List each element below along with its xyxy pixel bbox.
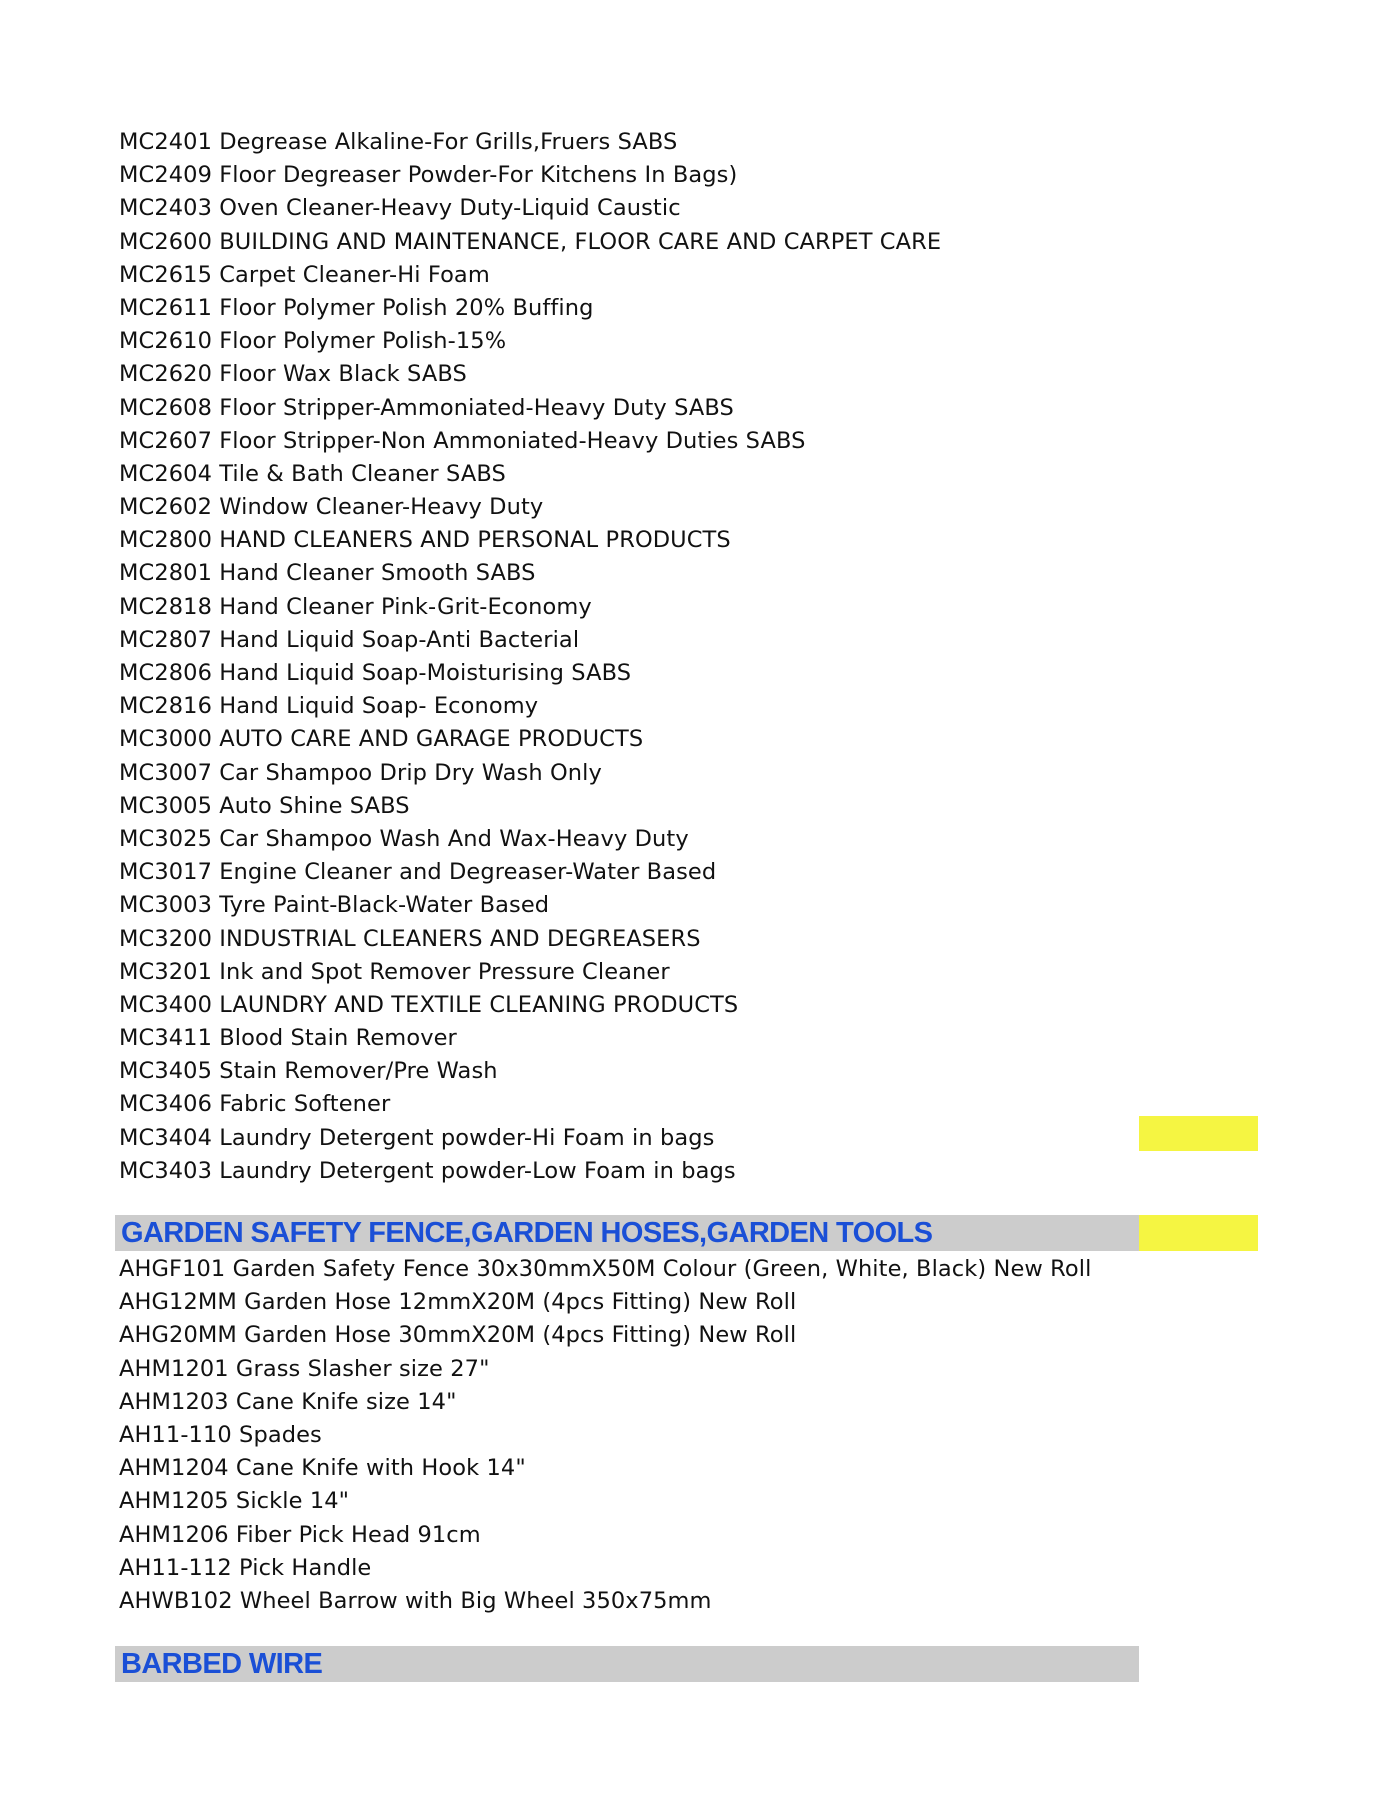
list-item: AH11-112 Pick Handle: [119, 1554, 372, 1581]
list-item: MC2602 Window Cleaner-Heavy Duty: [119, 494, 544, 521]
list-item: MC2401 Degrease Alkaline-For Grills,Fruers SABS: [119, 129, 678, 155]
list-item: MC3404 Laundry Detergent powder-Hi Foam in bags: [119, 1124, 715, 1151]
list-item: MC2607 Floor Stripper-Non Ammoniated-Heavy Duties SABS: [119, 427, 806, 454]
section-header-garden: [115, 1215, 1139, 1251]
list-item: MC2611 Floor Polymer Polish 20% Buffing: [119, 294, 594, 321]
list-item: MC2818 Hand Cleaner Pink-Grit-Economy: [119, 593, 592, 620]
list-item: MC3403 Laundry Detergent powder-Low Foam in bags: [119, 1157, 736, 1184]
list-item: AHWB102 Wheel Barrow with Big Wheel 350x75mm: [119, 1587, 712, 1614]
list-item: MC3200 INDUSTRIAL CLEANERS AND DEGREASERS: [119, 925, 701, 952]
list-item: MC3025 Car Shampoo Wash And Wax-Heavy Duty: [119, 825, 689, 852]
list-item: MC3007 Car Shampoo Drip Dry Wash Only: [119, 759, 602, 786]
list-item: MC3000 AUTO CARE AND GARAGE PRODUCTS: [119, 726, 644, 753]
section-title: GARDEN SAFETY FENCE,GARDEN HOSES,GARDEN TOOLS: [121, 1217, 933, 1249]
list-item: MC2409 Floor Degreaser Powder-For Kitchens In Bags): [119, 162, 738, 189]
list-item: AHM1205 Sickle 14": [119, 1488, 350, 1515]
list-item: MC2608 Floor Stripper-Ammoniated-Heavy Duty SABS: [119, 394, 734, 421]
list-item: MC3400 LAUNDRY AND TEXTILE CLEANING PRODUCTS: [119, 991, 739, 1018]
list-item: MC2610 Floor Polymer Polish-15%: [119, 328, 507, 355]
list-item: MC3003 Tyre Paint-Black-Water Based: [119, 892, 550, 919]
list-item: MC2604 Tile & Bath Cleaner SABS: [119, 460, 506, 487]
list-item: AHM1204 Cane Knife with Hook 14": [119, 1455, 526, 1482]
list-item: MC3005 Auto Shine SABS: [119, 792, 410, 819]
list-item: MC3406 Fabric Softener: [119, 1091, 391, 1118]
product-list-garden: [119, 1253, 1091, 1618]
list-item: AHM1203 Cane Knife size 14": [119, 1388, 457, 1415]
yellow-highlight-cell: [1139, 1116, 1258, 1151]
list-item: AH11-110 Spades: [119, 1421, 322, 1448]
list-item: AHG20MM Garden Hose 30mmX20M (4pcs Fitting) New Roll: [119, 1322, 797, 1349]
list-item: MC2615 Carpet Cleaner-Hi Foam: [119, 261, 490, 288]
list-item: MC3201 Ink and Spot Remover Pressure Cleaner: [119, 958, 670, 985]
list-item: MC3017 Engine Cleaner and Degreaser-Water Based: [119, 859, 717, 886]
yellow-highlight-cell: [1139, 1215, 1258, 1251]
list-item: AHM1206 Fiber Pick Head 91cm: [119, 1521, 481, 1548]
list-item: MC2807 Hand Liquid Soap-Anti Bacterial: [119, 626, 580, 653]
section-title: BARBED WIRE: [121, 1648, 323, 1680]
list-item: MC2801 Hand Cleaner Smooth SABS: [119, 560, 536, 587]
list-item: AHM1201 Grass Slasher size 27": [119, 1355, 490, 1382]
list-item: MC2806 Hand Liquid Soap-Moisturising SABS: [119, 660, 632, 686]
product-list-cleaning: [119, 126, 941, 1188]
list-item: MC3405 Stain Remover/Pre Wash: [119, 1058, 498, 1085]
list-item: MC2600 BUILDING AND MAINTENANCE, FLOOR CARE AND CARPET CARE: [119, 228, 942, 255]
list-item: AHGF101 Garden Safety Fence 30x30mmX50M Colour (Green, White, Black) New Roll: [119, 1256, 1092, 1282]
list-item: AHG12MM Garden Hose 12mmX20M (4pcs Fitting) New Roll: [119, 1289, 797, 1316]
section-header-barbed-wire: [115, 1646, 1139, 1682]
list-item: MC2403 Oven Cleaner-Heavy Duty-Liquid Caustic: [119, 195, 681, 222]
list-item: MC2620 Floor Wax Black SABS: [119, 361, 467, 388]
list-item: MC2800 HAND CLEANERS AND PERSONAL PRODUCTS: [119, 527, 731, 554]
list-item: MC3411 Blood Stain Remover: [119, 1025, 457, 1052]
list-item: MC2816 Hand Liquid Soap- Economy: [119, 693, 539, 720]
